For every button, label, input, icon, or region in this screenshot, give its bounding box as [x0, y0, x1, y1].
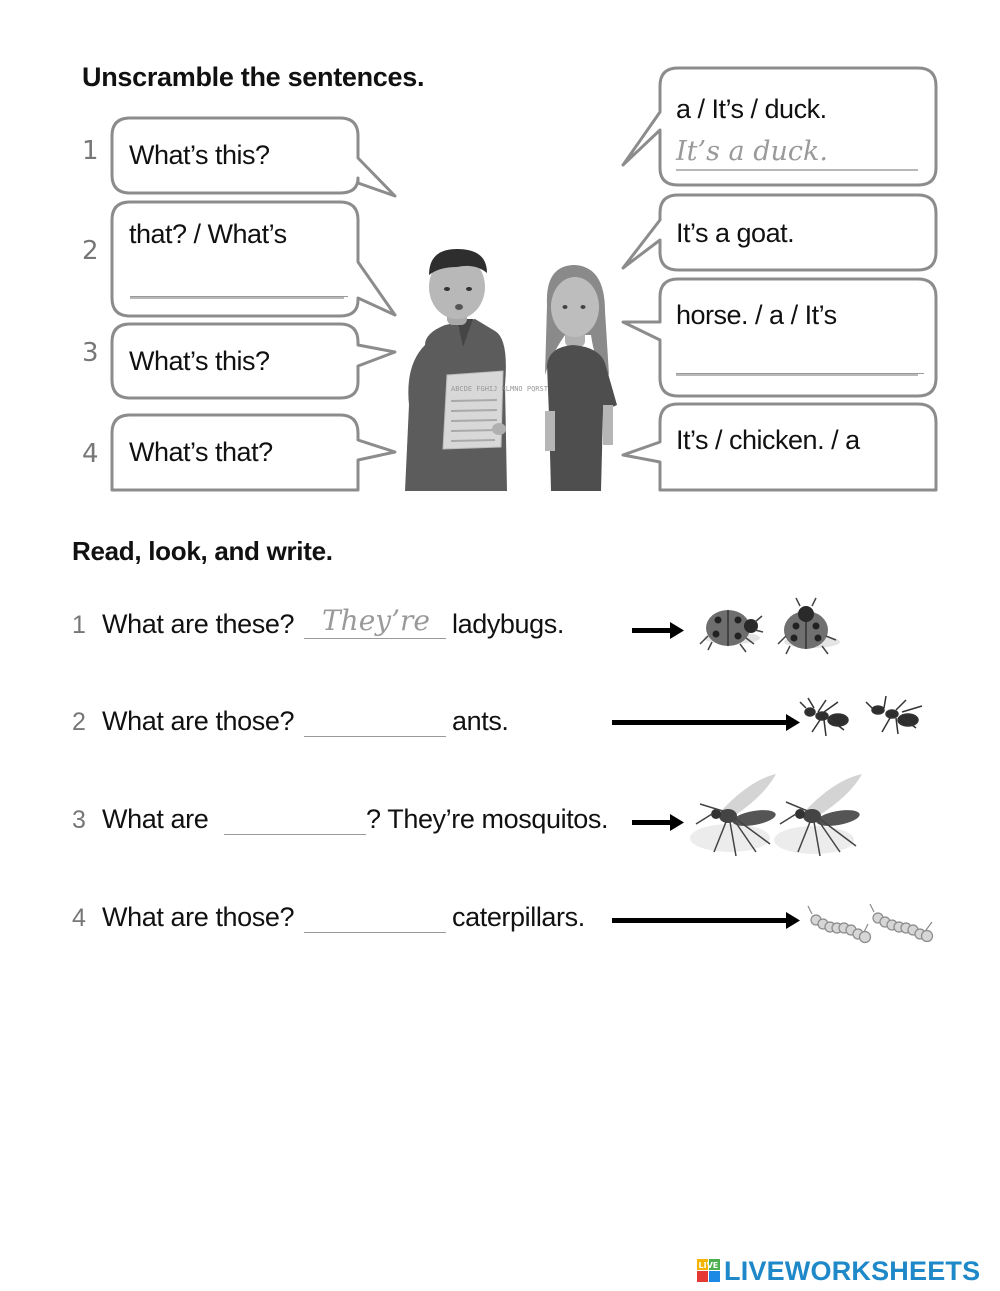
liveworksheets-logo [697, 1256, 997, 1286]
question-text-4: What’s that? [129, 437, 273, 467]
answer-bubble-1 [623, 68, 936, 185]
answer-text-2: It’s a goat. [676, 218, 795, 248]
question-number-4: 4 [82, 439, 99, 469]
rl-ending-2: ants. [452, 706, 509, 736]
arrow-icon [632, 622, 684, 639]
answer-example-1: It’s a duck. [676, 136, 828, 167]
rl-question-4: What are those? [102, 902, 295, 932]
answer-input-q2[interactable] [130, 264, 348, 297]
ant-icon [866, 696, 922, 734]
answer-text-3: horse. / a / It’s [676, 300, 837, 330]
arrow-icon [612, 912, 800, 929]
answer-text-4: It’s / chicken. / a [676, 425, 860, 455]
rl-question-3: What are [102, 804, 209, 834]
boy-figure [405, 249, 549, 491]
logo-text: LIVEWORKSHEETS [724, 1256, 981, 1286]
rl-ending-4: caterpillars. [452, 902, 585, 932]
answer-input-a3[interactable] [676, 341, 924, 374]
question-text-2: that? / What’s [129, 219, 287, 249]
rl-question-2: What are those? [102, 706, 295, 736]
logo-icon [697, 1259, 721, 1283]
question-text-1: What’s this? [129, 140, 270, 170]
answer-bubble-3 [623, 279, 936, 396]
rl-answer-input-3[interactable] [224, 802, 366, 835]
rl-ending-1: ladybugs. [452, 609, 564, 639]
logo-letters: LIVE [698, 1261, 719, 1270]
rl-number-3: 3 [72, 806, 86, 834]
girl-figure [545, 265, 617, 491]
ladybug-icon [778, 598, 840, 654]
question-number-2: 2 [82, 236, 99, 266]
caterpillar-icon [808, 906, 871, 943]
ladybug-icon [700, 610, 763, 652]
rl-ending-3: ? They’re mosquitos. [366, 804, 609, 834]
rl-number-2: 2 [72, 708, 86, 736]
question-text-3: What’s this? [129, 346, 270, 376]
rl-write-line-1 [304, 638, 446, 639]
rl-number-4: 4 [72, 904, 86, 932]
rl-answer-input-4[interactable] [304, 900, 446, 933]
mosquito-icon [690, 774, 777, 856]
rl-number-1: 1 [72, 611, 86, 639]
arrow-icon [612, 714, 800, 731]
rl-answer-input-2[interactable] [304, 704, 446, 737]
mosquito-icon [774, 774, 862, 856]
question-number-3: 3 [82, 338, 99, 368]
insect-pictures [600, 590, 960, 970]
question-number-1: 1 [82, 136, 99, 166]
rl-question-1: What are these? [102, 609, 295, 639]
children-photo [395, 215, 635, 491]
section2-title: Read, look, and write. [72, 536, 333, 566]
rl-example-answer-1: They’re [322, 604, 430, 637]
caterpillar-icon [870, 904, 933, 942]
answer-text-1: a / It’s / duck. [676, 94, 827, 124]
ant-icon [800, 698, 848, 736]
paper-line-1: ABCDE FGHIJ KLMNO PQRST [451, 385, 548, 393]
section1-title: Unscramble the sentences. [82, 62, 425, 92]
arrow-icon [632, 814, 684, 831]
